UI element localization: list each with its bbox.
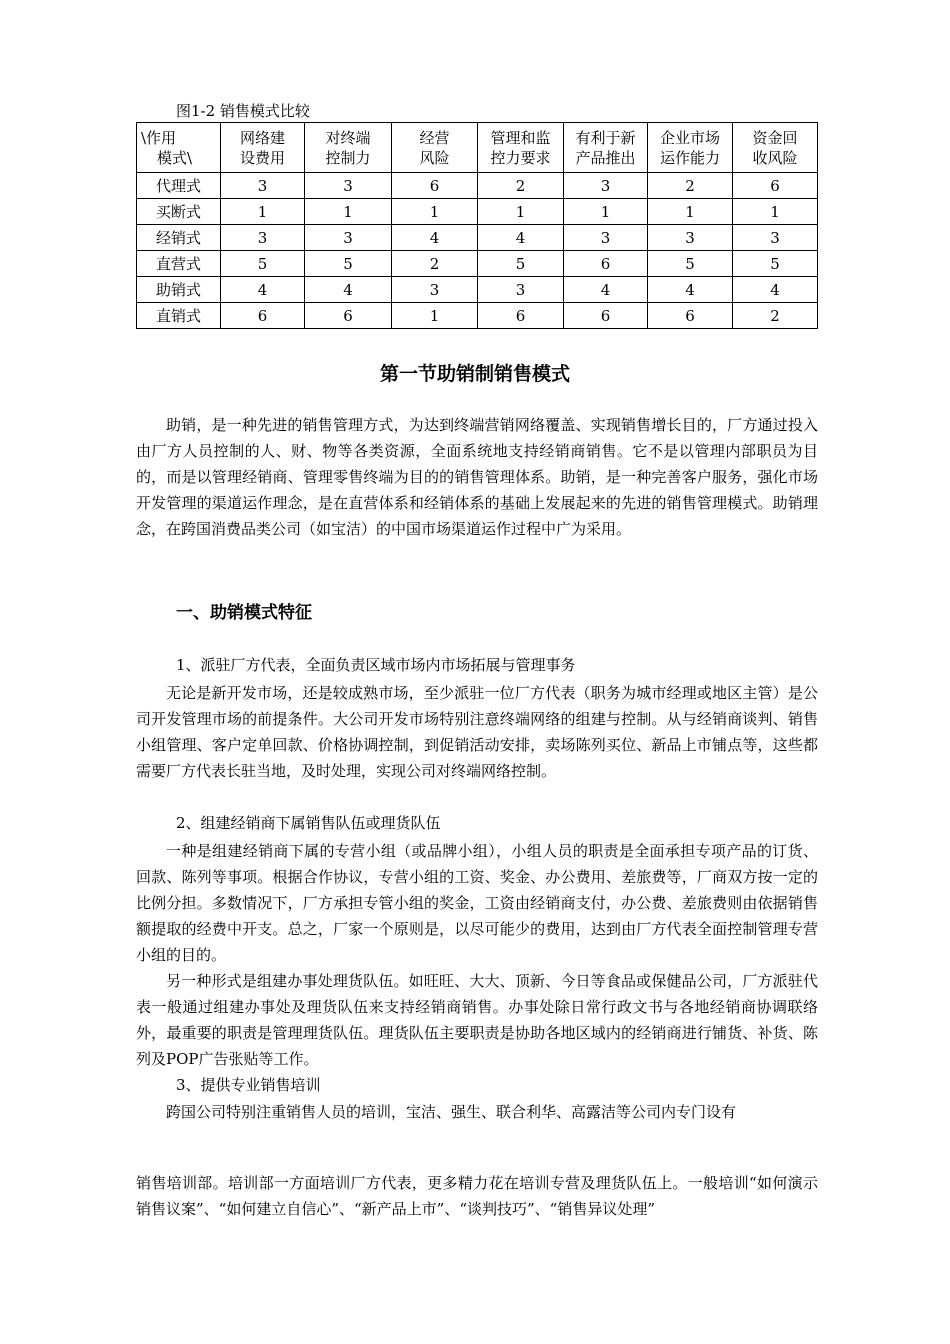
table-cell: 5 [648, 251, 733, 277]
table-row [137, 173, 818, 199]
table-cell: 1 [392, 199, 478, 225]
table-cell: 6 [478, 303, 564, 329]
table-cell: 4 [305, 277, 392, 303]
table-cell: 3 [648, 225, 733, 251]
table-cell: 1 [564, 199, 648, 225]
table-cell: 1 [392, 303, 478, 329]
point-1-title: 1、派驻厂方代表，全面负责区域市场内市场拓展与管理事务 [176, 656, 576, 674]
feature-heading: 一、助销模式特征 [176, 603, 312, 623]
table-cell: 4 [478, 225, 564, 251]
table-cell: 1 [478, 199, 564, 225]
point-2-paragraph-a: 一种是组建经销商下属的专营小组（或品牌小组），小组人员的职责是全面承担专项产品的订货、回款、陈列等事项。根据合作协议，专营小组的工资、奖金、办公费用、差旅费等，厂商双方按一定的比例分担。多数情况下，厂方承担专管小组的奖金，工资由经销商支付，办公费、差旅费则由依据销售额提取的经费中开支。总之，厂家一个原则是，以尽可能少的费用，达到由厂方代表全面控制管理专营小组的目的。 [136, 842, 818, 964]
table-cell: 2 [733, 303, 818, 329]
continuation-paragraph: 销售培训部。培训部一方面培训厂方代表，更多精力花在培训专营及理货队伍上。一般培训“如何演示销售议案”、“如何建立自信心”、“新产品上市”、“谈判技巧”、“销售异议处理” [136, 1174, 818, 1218]
table-cell: 6 [733, 173, 818, 199]
table-cell: 6 [564, 251, 648, 277]
corner-top-label: \作用 [141, 128, 177, 147]
table-cell: 6 [392, 173, 478, 199]
column-header: 有利于新 产品推出 [564, 123, 648, 173]
table-cell: 6 [305, 303, 392, 329]
point-2-paragraph-b: 另一种形式是组建办事处理货队伍。如旺旺、大大、顶新、今日等食品或保健品公司，厂方派驻代表一般通过组建办事处及理货队伍来支持经销商销售。办事处除日常行政文书与各地经销商协调联络外，最重要的职责是管理理货队伍。理货队伍主要职责是协助各地区域内的经销商进行铺货、补货、陈列及POP广告张贴等工作。 [136, 972, 818, 1068]
table-cell: 4 [564, 277, 648, 303]
table-cell: 4 [648, 277, 733, 303]
table-row [137, 251, 818, 277]
table-cell: 3 [478, 277, 564, 303]
table-cell: 3 [221, 225, 305, 251]
row-mode-label: 助销式 [137, 277, 221, 303]
column-header: 资金回 收风险 [733, 123, 818, 173]
table-cell: 1 [733, 199, 818, 225]
table-cell: 3 [564, 225, 648, 251]
table-cell: 6 [564, 303, 648, 329]
table-corner-cell [137, 123, 221, 173]
table-cell: 5 [221, 251, 305, 277]
table-cell: 3 [305, 225, 392, 251]
table-cell: 5 [733, 251, 818, 277]
row-mode-label: 经销式 [137, 225, 221, 251]
column-header: 企业市场 运作能力 [648, 123, 733, 173]
table-row [137, 303, 818, 329]
table-cell: 2 [392, 251, 478, 277]
table-row [137, 199, 818, 225]
table-cell: 2 [478, 173, 564, 199]
column-header: 对终端 控制力 [305, 123, 392, 173]
table-cell: 6 [648, 303, 733, 329]
table-cell: 4 [733, 277, 818, 303]
table-cell: 4 [221, 277, 305, 303]
intro-paragraph: 助销，是一种先进的销售管理方式，为达到终端营销网络覆盖、实现销售增长目的，厂方通过投入由厂方人员控制的人、财、物等各类资源，全面系统地支持经销商销售。它不是以管理内部职员为目的，而是以管理经销商、管理零售终端为目的的销售管理体系。助销，是一种完善客户服务，强化市场开发管理的渠道运作理念，是在直营体系和经销体系的基础上发展起来的先进的销售管理模式。助销理念，在跨国消费品类公司（如宝洁）的中国市场渠道运作过程中广为采用。 [136, 416, 818, 538]
row-mode-label: 直营式 [137, 251, 221, 277]
point-3-paragraph: 跨国公司特别注重销售人员的培训，宝洁、强生、联合利华、高露洁等公司内专门设有 [166, 1103, 737, 1121]
table-cell: 3 [305, 173, 392, 199]
table-cell: 5 [478, 251, 564, 277]
corner-bottom-label: 模式\ [157, 148, 193, 167]
point-1-paragraph: 无论是新开发市场，还是较成熟市场，至少派驻一位厂方代表（职务为城市经理或地区主管）是公司开发管理市场的前提条件。大公司开发市场特别注意终端网络的组建与控制。从与经销商谈判、销售小组管理、客户定单回款、价格协调控制，到促销活动安排，卖场陈列买位、新品上市铺点等，这些都需要厂方代表长驻当地，及时处理，实现公司对终端网络控制。 [136, 684, 818, 780]
row-mode-label: 买断式 [137, 199, 221, 225]
sales-mode-comparison-table [136, 122, 818, 329]
table-cell: 1 [305, 199, 392, 225]
table-cell: 4 [392, 225, 478, 251]
point-2-title: 2、组建经销商下属销售队伍或理货队伍 [176, 814, 441, 832]
point-3-title: 3、提供专业销售培训 [176, 1076, 321, 1094]
table-cell: 1 [221, 199, 305, 225]
section-title: 第一节助销制销售模式 [379, 363, 570, 385]
table-cell: 3 [221, 173, 305, 199]
table-row [137, 277, 818, 303]
column-header: 管理和监 控力要求 [478, 123, 564, 173]
table-cell: 1 [648, 199, 733, 225]
table-row [137, 225, 818, 251]
row-mode-label: 直销式 [137, 303, 221, 329]
column-header: 经营 风险 [392, 123, 478, 173]
table-cell: 3 [564, 173, 648, 199]
table-caption: 图1-2 销售模式比较 [176, 102, 310, 120]
column-header: 网络建 设费用 [221, 123, 305, 173]
row-mode-label: 代理式 [137, 173, 221, 199]
table-cell: 3 [733, 225, 818, 251]
table-cell: 6 [221, 303, 305, 329]
table-header-row [137, 123, 818, 173]
table-cell: 2 [648, 173, 733, 199]
table-cell: 3 [392, 277, 478, 303]
table-cell: 5 [305, 251, 392, 277]
